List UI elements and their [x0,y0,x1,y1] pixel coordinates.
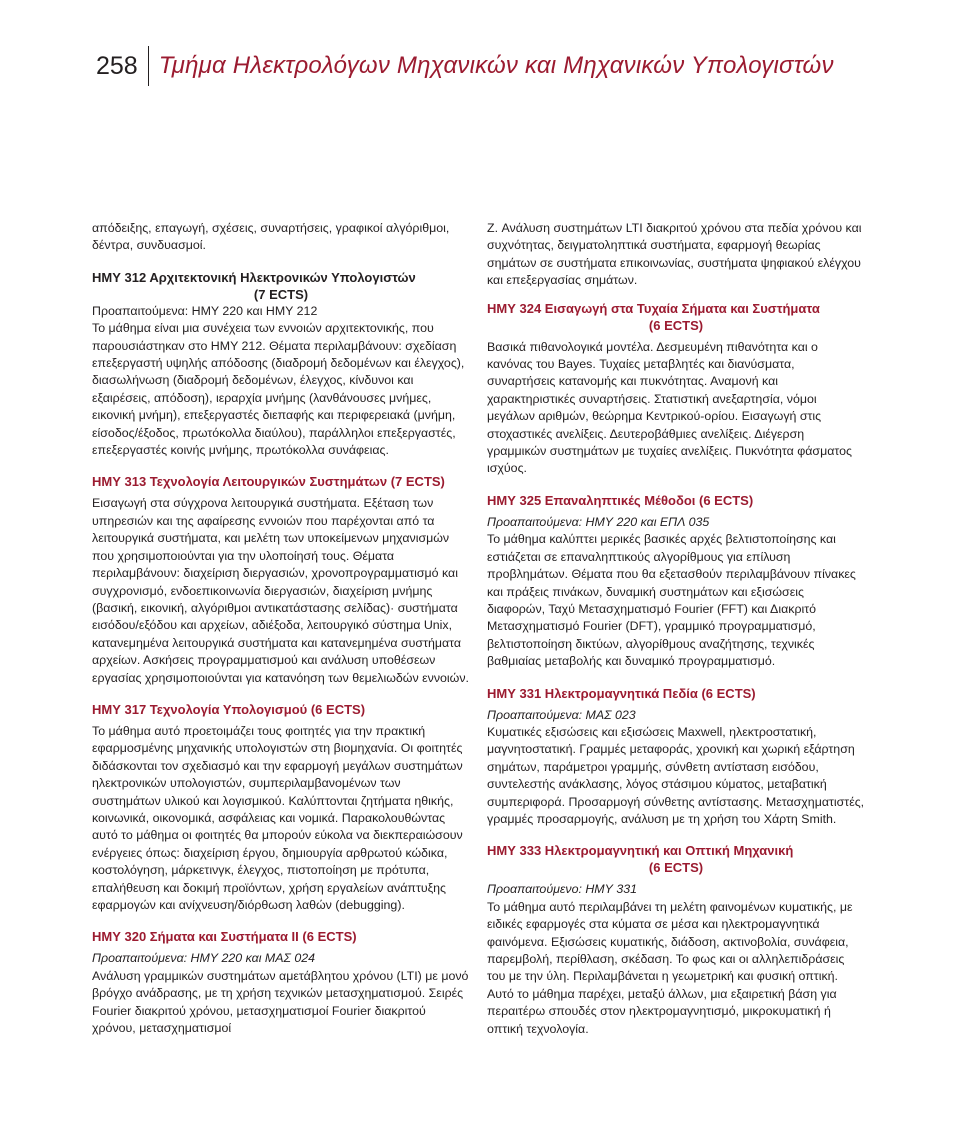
course-description: Εισαγωγή στα σύγχρονα λειτουργικά συστήματα. Εξέταση των υπηρεσιών και της αφαίρεσης εννοιών που παρέχονται από τα λειτουργικά συστήματα, και μελέτη των υποκείμενων μηχανισμών που χρησιμοποιούνται για την υλοποίησή τους. Θέματα περιλαμβάνουν: διαχείριση διεργασιών, χρονοπρογραμματισμό και συγχρονισμό, ενδοεπικοινωνία διεργασιών, διαχείριση μνήμης (βασική, εικονική, αλγόριθμοι αντικατάστασης σελίδας)· συστήματα εισόδου/εξόδου και αρχείων, αδιέξοδα, λειτουργικό σύστημα Unix, κατανεμημένα λειτουργικά συστήματα και κατανεμημένα συστήματα αρχείων. Ασκήσεις προγραμματισμού και ανάλυση υποθέσεων εργασίας χρησιμοποιούνται για κατανόηση των θεμελιωδών εννοιών. [92,496,469,685]
course-title: ΗΜΥ 325 Επαναληπτικές Μέθοδοι (6 ECTS) [487,492,754,508]
course-hmy320 [92,928,470,1037]
course-title-line: ΗΜΥ 333 Ηλεκτρομαγνητική και Οπτική Μηχανική [487,843,794,859]
course-ects: (6 ECTS) [648,317,704,333]
continued-text: Z. Ανάλυση συστημάτων LTI διακριτού χρόνου στα πεδία χρόνου και συχνότητας, δειγματοληπτικά συστήματα, εφαρμογή θεωρίας σημάτων σε συστήματα επικοινωνίας, συστήματα ψηφιακού ελέγχου και επεξεργασίας σημάτων. [487,221,862,288]
course-title [487,300,865,334]
page-number: 258 [96,52,138,80]
course-hmy312 [92,269,470,460]
course-title: ΗΜΥ 317 Τεχνολογία Υπολογισμού (6 ECTS) [92,701,366,717]
course-ects: (6 ECTS) [648,860,704,876]
right-column [487,220,865,1052]
course-hmy331 [487,685,865,829]
course-hmy324 [487,300,865,478]
course-ects: (7 ECTS) [253,286,309,302]
course-hmy333 [487,842,865,1038]
course-description: Το μάθημα καλύπτει μερικές βασικές αρχές βελτιστοποίησης και εστιάζεται σε επαναληπτικούς αλγορίθμους για επίλυση προβλημάτων. Θέματα που θα εξετασθούν περιλαμβάνουν πίνακες και πράξεις πινάκων, δυναμική συστημάτων και εξισώσεις διαφορών, Ταχύ Μετασχηματισμό Fourier (FFT) και Διακριτό Μετασχηματισμό Fourier (DFT), γραμμικό προγραμματισμό, βελτιστοποίηση δικτύων, αλγορίθμους αναζήτησης, τεχνικές βαθμιαίας μεταβολής και δυναμικό προγραμματισμό. [487,532,856,669]
course-title-line: ΗΜΥ 312 Αρχιτεκτονική Ηλεκτρονικών Υπολογιστών [92,269,416,285]
course-description: Βασικά πιθανολογικά μοντέλα. Δεσμευμένη πιθανότητα και ο κανόνας του Bayes. Τυχαίες μεταβλητές και διανύσματα, συναρτήσεις κατανομής και πυκνότητας. Αναμονή και χαρακτηριστικές συναρτήσεις. Στατιστική ανεξαρτησία, νόμοι μεγάλων αριθμών, θεώρημα Κεντρικού-ορίου. Εισαγωγή στις στοχαστικές ανελίξεις. Δευτεροβάθμιες ανελίξεις. Διέγερση γραμμικών συστημάτων με τυχαίες ανελίξεις. Πυκνότητα φάσματος ισχύος. [487,339,852,476]
course-prereq: Προαπαιτούμενα: ΜΑΣ 023 [487,707,636,722]
course-description: Ανάλυση γραμμικών συστημάτων αμετάβλητου χρόνου (LTI) με μονό βρόγχο ανάδρασης, με τη χρήση τεχνικών μετασχηματισμού. Σειρές Fourier διακριτού χρόνου, μετασχηματισμοί Fourier διακριτού χρόνου, μετασχηματισμοί [92,968,469,1036]
course-title [487,842,865,876]
course-hmy325 [487,492,865,671]
course-prereq: Προαπαιτούμενα: ΗΜΥ 220 και ΕΠΛ 035 [487,514,710,529]
course-title [92,269,470,303]
course-description: Το μάθημα αυτό περιλαμβάνει τη μελέτη φαινομένων κυματικής, με ειδικές εφαρμογές στα κύματα σε μέσα και ηλεκτρομαγνητικά φαινόμενα. Εξισώσεις κυματικής, διάδοση, ακτινοβολία, συνάφεια, παρεμβολή, περίθλαση, σκέδαση. Το φως και οι αλληλεπιδράσεις του με την ύλη. Περιλαμβάνεται η γεωμετρική και φυσική οπτική. Αυτό το μάθημα παρέχει, μεταξύ άλλων, μια εξαιρετική βάση για περαιτέρω σπουδές στον ηλεκτρομαγνητισμό, μικροκυματική ή οπτική τεχνολογία. [487,899,853,1036]
course-hmy317 [92,701,470,914]
course-title: ΗΜΥ 313 Τεχνολογία Λειτουργικών Συστημάτων (7 ECTS) [92,474,445,490]
course-description: Το μάθημα είναι μια συνέχεια των εννοιών αρχιτεκτονικής, που παρουσιάστηκαν στο ΗΜΥ 212. Θέματα περιλαμβάνουν: σχεδίαση επεξεργαστή υψηλής απόδοσης (διαδρομή δεδομένων και έλεγχος), διασωλήνωση (διαδρομή δεδομένων, έλεγχος, κίνδυνοι και εξαιρέσεις, απόδοση), ιεραρχία μνήμης (λανθάνουσες μνήμες, εικονική μνήμη), επεξεργαστές διεπαφής και περιφερειακά (μνήμη, είσοδος/έξοδος, πρωτόκολλα διαύλου), παράλληλοι επεξεργαστές, επεξεργαστές κοινής μνήμης, πρωτόκολλα συνάφειας. [92,321,465,458]
course-hmy313 [92,473,470,686]
department-title: Τμήμα Ηλεκτρολόγων Μηχανικών και Μηχανικών Υπολογιστών [158,52,834,79]
course-description: Το μάθημα αυτό προετοιμάζει τους φοιτητές για την πρακτική εφαρμοσμένης μηχανικής υπολογιστών στη βιομηχανία. Οι φοιτητές διδάσκονται τον σχεδιασμό και την εφαρμογή μεγάλων συστημάτων ηλεκτρονικών υπολογιστών, συμπεριλαμβανομένων των συστημάτων υλικού και λογισμικού. Καλύπτονται ζητήματα ηθικής, κοινωνικά, οικονομικά, ασφάλειας και νομικά. Παρακολουθώντας αυτό το μάθημα οι φοιτητές θα μπορούν εύκολα να διεκπεραιώσουν ενέργειες όπως: διαχείριση έργου, δημιουργία αρθρωτού κώδικα, κοστολόγηση, μάρκετινγκ, έλεγχος, πιστοποίηση με πρότυπα, επαλήθευση και δοκιμή προϊόντων, χρήση εργαλείων ανάπτυξης εφαρμογών και ανίχνευση/διόρθωση λαθών (debugging). [92,723,463,912]
course-prereq: Προαπαιτούμενα: ΗΜΥ 220 και ΜΑΣ 024 [92,951,316,966]
continued-text: απόδειξης, επαγωγή, σχέσεις, συναρτήσεις, γραφικοί αλγόριθμοι, δέντρα, συνδυασμοί. [92,221,450,253]
course-title-line: ΗΜΥ 324 Εισαγωγή στα Τυχαία Σήματα και Συστήματα [487,300,820,316]
course-title: ΗΜΥ 331 Ηλεκτρομαγνητικά Πεδία (6 ECTS) [487,685,756,701]
left-column [92,220,470,1051]
header-divider [148,46,149,86]
page-header [96,44,834,88]
course-title: ΗΜΥ 320 Σήματα και Συστήματα ΙΙ (6 ECTS) [92,929,357,945]
course-prereq: Προαπαιτούμενα: ΗΜΥ 220 και ΗΜΥ 212 [92,303,318,318]
course-description: Κυματικές εξισώσεις και εξισώσεις Maxwell, ηλεκτροστατική, μαγνητοστατική. Γραμμές μεταφοράς, χρονική και χωρική εξάρτηση σημάτων, παράμετροι γραμμής, σύνθετη αντίσταση εισόδου, συντελεστής ανάκλασης, λόγος στάσιμου κύματος, μεταβατική συμπεριφορά. Προσαρμογή σύνθετης αντίστασης. Μετασχηματιστές, γραμμές προσαρμογής, ανάλυση με τη χρήση του Χάρτη Smith. [487,724,865,826]
course-prereq: Προαπαιτούμενο: ΗΜΥ 331 [487,882,637,897]
